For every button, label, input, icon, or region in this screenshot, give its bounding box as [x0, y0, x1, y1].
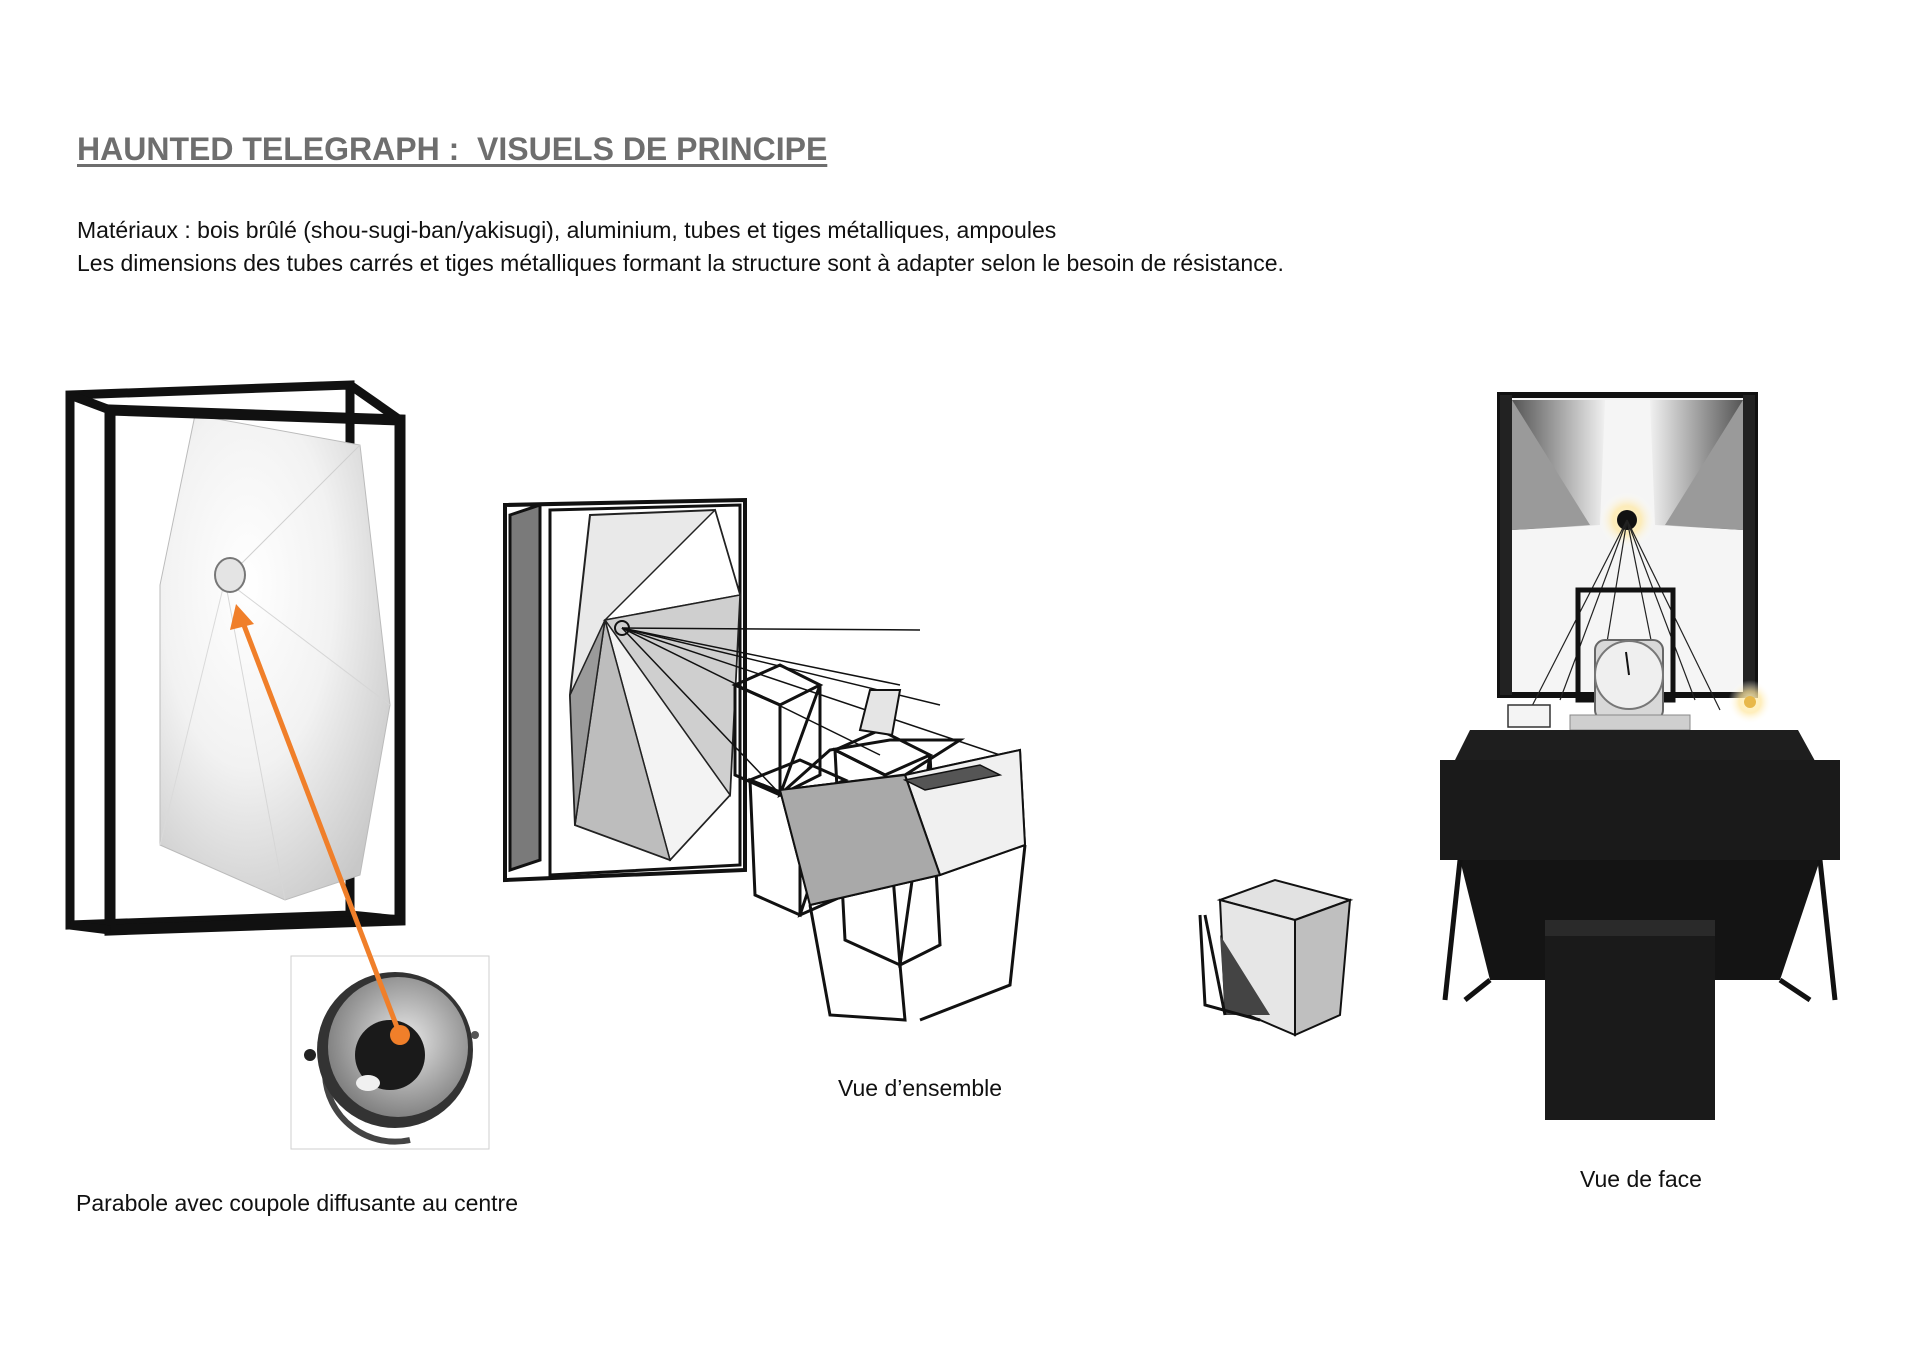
parabola-illustration: [60, 375, 420, 945]
dimensions-line: Les dimensions des tubes carrés et tiges métalliques formant la structure sont à adapter selon le besoin de résistance.: [77, 250, 1284, 276]
page-title: HAUNTED TELEGRAPH : VISUELS DE PRINCIPE: [77, 131, 828, 167]
front-view-illustration: [1430, 390, 1850, 1130]
description: [77, 214, 1284, 280]
materials-line: Matériaux : bois brûlé (shou-sugi-ban/yakisugi), aluminium, tubes et tiges métalliques, ampoules: [77, 217, 1057, 243]
overall-view-illustration: [500, 495, 1420, 1055]
lamp-detail-image: [290, 955, 490, 1150]
caption-front-view: Vue de face: [1580, 1166, 1702, 1192]
caption-parabola: Parabole avec coupole diffusante au centre: [76, 1190, 518, 1216]
caption-overall-view: Vue d’ensemble: [838, 1075, 1003, 1101]
